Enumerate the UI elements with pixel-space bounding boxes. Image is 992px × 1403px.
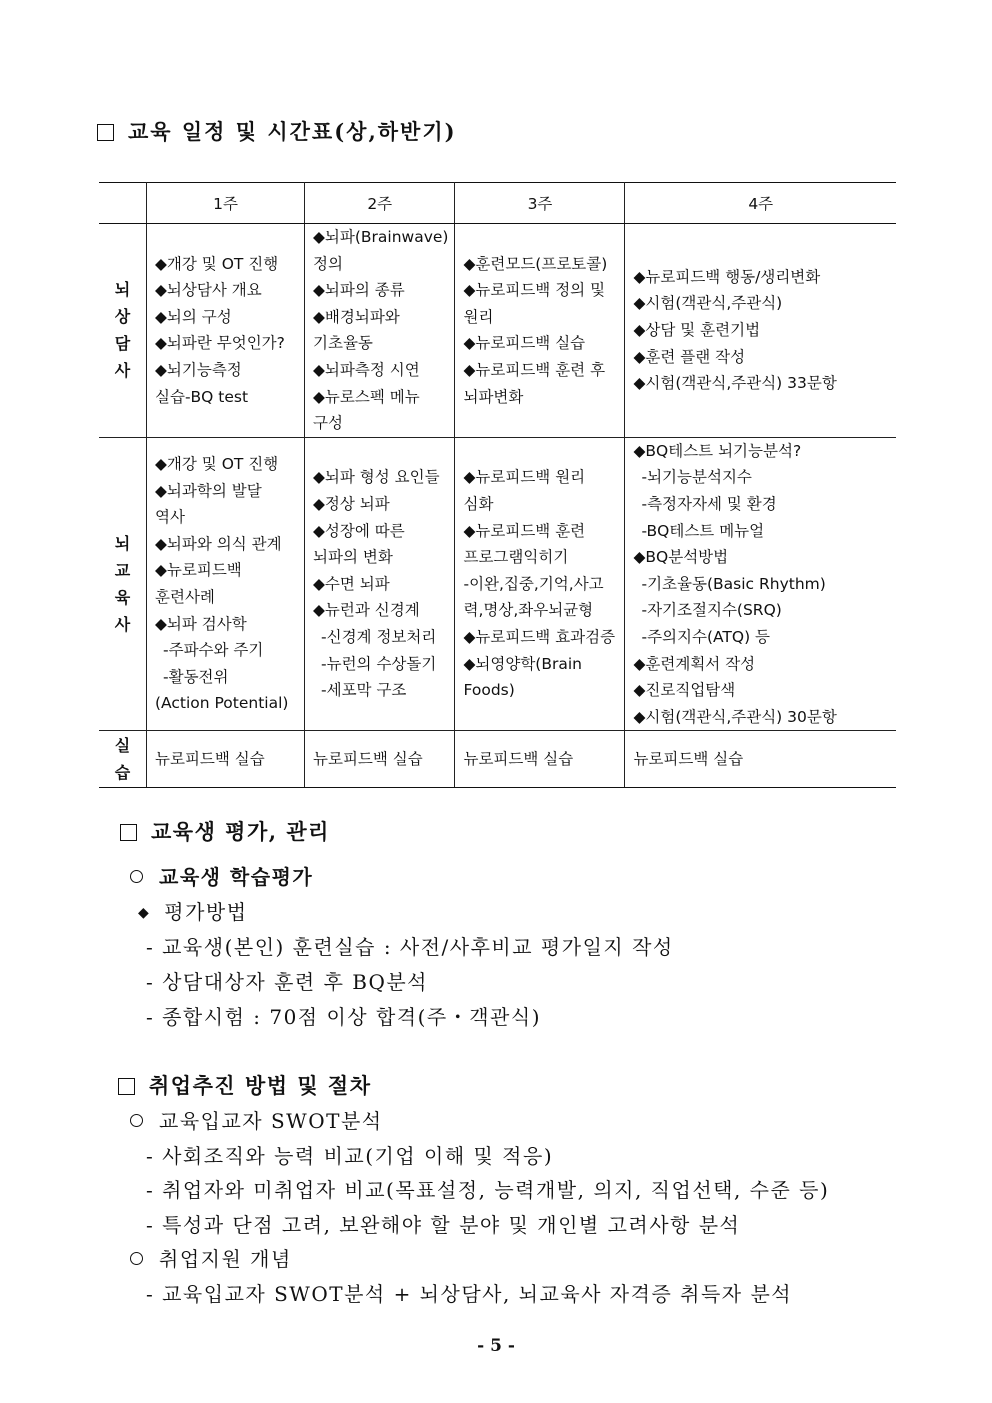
checkbox-square-icon	[118, 1078, 135, 1095]
cell-counselor-week-4: ◆뉴로피드백 행동/생리변화 ◆시험(객관식,주관식) ◆상담 및 훈련기법 ◆훈련 플랜 작성 ◆시험(객관식,주관식) 33문항	[625, 224, 896, 438]
section-title-employment: 취업추진 방법 및 절차	[118, 1070, 372, 1100]
cell-counselor-week-1: ◆개강 및 OT 진행 ◆뇌상담사 개요 ◆뇌의 구성 ◆뇌파란 무엇인가? ◆뇌기능측정 실습-BQ test	[147, 224, 305, 438]
cell-educator-week-3: ◆뉴로피드백 원리 심화 ◆뉴로피드백 훈련 프로그램익히기 -이완,집중,기억,사고 력,명상,좌우뇌균형 ◆뉴로피드백 효과검증 ◆뇌영양학(Brain Foods)	[455, 437, 625, 731]
page-number: - 5 -	[477, 1336, 515, 1356]
checkbox-square-icon	[120, 824, 137, 841]
cell-educator-week-4: ◆BQ테스트 뇌기능분석? -뇌기능분석지수 -측정자자세 및 환경 -BQ테스트 메뉴얼 ◆BQ분석방법 -기초율동(Basic Rhythm) -자기조절지수(SRQ) -주의지수(ATQ) 등 ◆훈련계획서 작성 ◆진로직업탐색 ◆시험(객관식,주관식) 30문항	[625, 437, 896, 731]
cell-counselor-week-3: ◆훈련모드(프로토콜) ◆뉴로피드백 정의 및 원리 ◆뉴로피드백 실습 ◆뉴로피드백 훈련 후 뇌파변화	[455, 224, 625, 438]
circle-bullet-icon	[130, 870, 143, 883]
header-week-1: 1주	[147, 183, 305, 224]
row-label-brain-counselor: 뇌 상 담 사	[99, 224, 147, 438]
table-row-practice	[99, 731, 896, 788]
cell-educator-week-1: ◆개강 및 OT 진행 ◆뇌과학의 발달 역사 ◆뇌파와 의식 관계 ◆뉴로피드백 훈련사례 ◆뇌파 검사학 -주파수와 주기 -활동전위 (Action Potential)	[147, 437, 305, 731]
circle-bullet-icon	[130, 1252, 143, 1265]
subheading-learning-evaluation: 교육생 학습평가	[130, 861, 313, 890]
schedule-table	[99, 182, 896, 788]
row-label-practice: 실 습	[99, 731, 147, 788]
cell-educator-week-2: ◆뇌파 형성 요인들 ◆정상 뇌파 ◆성장에 따른 뇌파의 변화 ◆수면 뇌파 ◆뉴런과 신경계 -신경계 정보처리 -뉴런의 수상돌기 -세포막 구조	[305, 437, 455, 731]
swot-item: - 취업자와 미취업자 비교(목표설정, 능력개발, 의지, 직업선택, 수준 등)	[146, 1178, 830, 1202]
subheading-swot: 교육입교자 SWOT분석	[130, 1105, 383, 1134]
cell-counselor-week-2: ◆뇌파(Brainwave) 정의 ◆뇌파의 종류 ◆배경뇌파와 기초율동 ◆뇌파측정 시연 ◆뉴로스펙 메뉴 구성	[305, 224, 455, 438]
circle-bullet-icon	[130, 1114, 143, 1127]
eval-item: - 교육생(본인) 훈련실습 : 사전/사후비교 평가일지 작성	[146, 935, 674, 959]
header-corner	[99, 183, 147, 224]
section-title-evaluation: 교육생 평가, 관리	[120, 816, 330, 846]
cell-practice-week-1: 뉴로피드백 실습	[147, 731, 305, 788]
eval-item: - 종합시험 : 70점 이상 합격(주・객관식)	[146, 1005, 541, 1029]
eval-item: - 상담대상자 훈련 후 BQ분석	[146, 970, 428, 994]
table-row-brain-educator	[99, 437, 896, 731]
diamond-bullet-icon: ◆	[138, 905, 151, 921]
header-week-4: 4주	[625, 183, 896, 224]
swot-item: - 사회조직와 능력 비교(기업 이해 및 적응)	[146, 1144, 554, 1168]
table-header-row	[99, 183, 896, 224]
section-title-schedule: 교육 일정 및 시간표(상,하반기)	[97, 116, 457, 146]
bullet-evaluation-method: ◆ 평가방법	[138, 900, 248, 924]
cell-practice-week-3: 뉴로피드백 실습	[455, 731, 625, 788]
subheading-employment-support: 취업지원 개념	[130, 1243, 292, 1272]
table-row-brain-counselor	[99, 224, 896, 438]
support-item: - 교육입교자 SWOT분석 + 뇌상담사, 뇌교육사 자격증 취득자 분석	[146, 1282, 793, 1306]
header-week-2: 2주	[305, 183, 455, 224]
cell-practice-week-4: 뉴로피드백 실습	[625, 731, 896, 788]
cell-practice-week-2: 뉴로피드백 실습	[305, 731, 455, 788]
row-label-brain-educator: 뇌 교 육 사	[99, 437, 147, 731]
checkbox-square-icon	[97, 124, 114, 141]
swot-item: - 특성과 단점 고려, 보완해야 할 분야 및 개인별 고려사항 분석	[146, 1213, 741, 1237]
header-week-3: 3주	[455, 183, 625, 224]
